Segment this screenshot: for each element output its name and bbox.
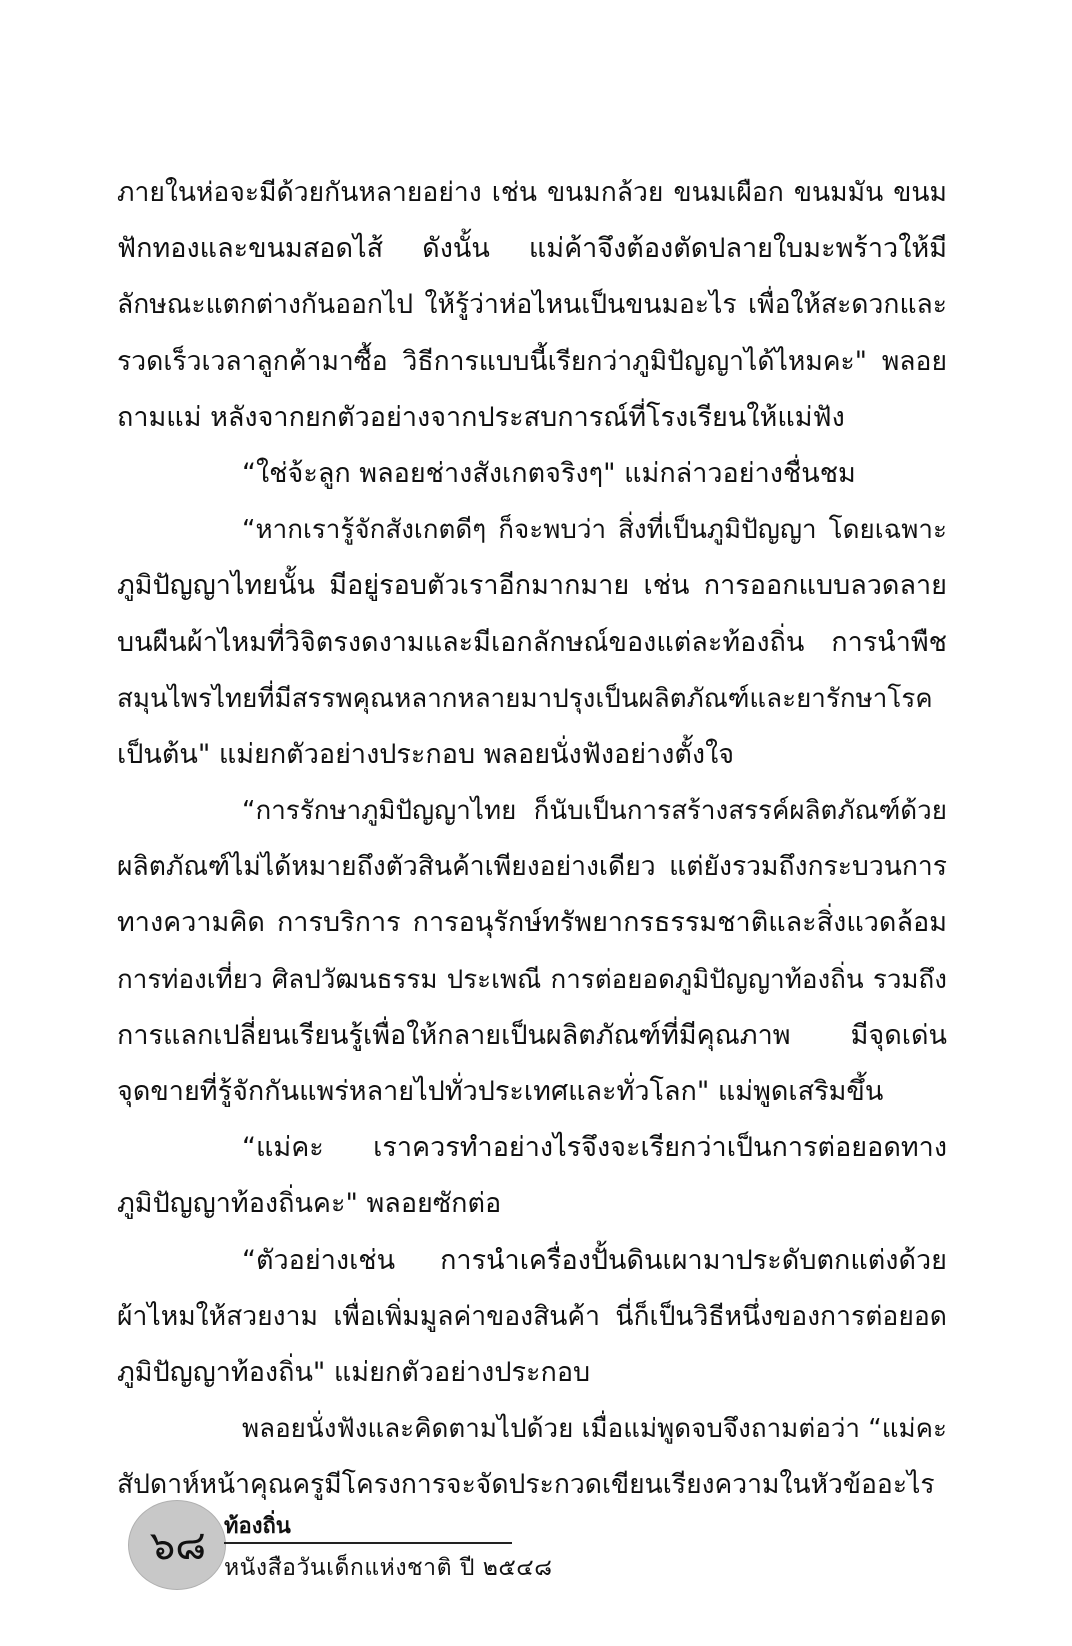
book-subtitle: หนังสือวันเด็กแห่งชาติ ปี ๒๕๔๘: [224, 1555, 553, 1581]
paragraph-line: บนผืนผ้าไหมที่วิจิตรงดงามและมีเอกลักษณ์ของแต่ละท้องถิ่น การนำพืช: [117, 626, 947, 658]
paragraph-line: ผ้าไหมให้สวยงาม เพื่อเพิ่มมูลค่าของสินค้า นี่ก็เป็นวิธีหนึ่งของการต่อยอด: [117, 1300, 947, 1332]
paragraph-line: ทางความคิด การบริการ การอนุรักษ์ทรัพยากรธรรมชาติและสิ่งแวดล้อม: [117, 907, 947, 939]
book-title: ท้องถิ่น: [224, 1513, 291, 1539]
paragraph-line: ถามแม่ หลังจากยกตัวอย่างจากประสบการณ์ที่โรงเรียนให้แม่ฟัง: [117, 401, 845, 433]
paragraph-line: ภายในห่อจะมีด้วยกันหลายอย่าง เช่น ขนมกล้วย ขนมเผือก ขนมมัน ขนม: [117, 177, 947, 208]
page-number: ๖๘: [149, 1523, 207, 1569]
paragraph-line: รวดเร็วเวลาลูกค้ามาซื้อ วิธีการแบบนี้เรียกว่าภูมิปัญญาได้ไหมคะ" พลอย: [117, 345, 947, 377]
paragraph-line: สมุนไพรไทยที่มีสรรพคุณหลากหลายมาปรุงเป็นผลิตภัณฑ์และยารักษาโรค: [117, 683, 933, 714]
page-footer: [128, 1500, 553, 1596]
paragraph-line: ภูมิปัญญาไทยนั้น มีอยู่รอบตัวเราอีกมากมาย เช่น การออกแบบลวดลาย: [117, 570, 947, 602]
paragraph-line: “การรักษาภูมิปัญญาไทย ก็นับเป็นการสร้างสรรค์ผลิตภัณฑ์ด้วย: [242, 796, 947, 827]
paragraph-line: จุดขายที่รู้จักกันแพร่หลายไปทั่วประเทศและทั่วโลก" แม่พูดเสริมขึ้น: [117, 1076, 884, 1107]
paragraph-line: “แม่คะ เราควรทำอย่างไรจึงจะเรียกว่าเป็นการต่อยอดทาง: [242, 1132, 947, 1164]
paragraph-line: ภูมิปัญญาท้องถิ่น" แม่ยกตัวอย่างประกอบ: [117, 1356, 591, 1388]
paragraph-line: พลอยนั่งฟังและคิดตามไปด้วย เมื่อแม่พูดจบจึงถามต่อว่า “แม่คะ: [242, 1414, 948, 1445]
paragraph-line: “หากเรารู้จักสังเกตดีๆ ก็จะพบว่า สิ่งที่เป็นภูมิปัญญา โดยเฉพาะ: [242, 515, 947, 546]
paragraph-line: “ตัวอย่างเช่น การนำเครื่องปั้นดินเผามาประดับตกแต่งด้วย: [242, 1244, 947, 1276]
paragraph-line: เป็นต้น" แม่ยกตัวอย่างประกอบ พลอยนั่งฟังอย่างตั้งใจ: [117, 738, 735, 770]
footer-divider: [224, 1542, 512, 1544]
paragraph-line: สัปดาห์หน้าคุณครูมีโครงการจะจัดประกวดเขียนเรียงความในหัวข้ออะไร: [117, 1469, 935, 1501]
body-text: [117, 165, 947, 1514]
paragraph-line: ผลิตภัณฑ์ไม่ได้หมายถึงตัวสินค้าเพียงอย่างเดียว แต่ยังรวมถึงกระบวนการ: [117, 851, 947, 883]
paragraph-line: ฟักทองและขนมสอดไส้ ดังนั้น แม่ค้าจึงต้องตัดปลายใบมะพร้าวให้มี: [117, 233, 947, 265]
paragraph-line: การแลกเปลี่ยนเรียนรู้เพื่อให้กลายเป็นผลิตภัณฑ์ที่มีคุณภาพ มีจุดเด่น: [117, 1019, 947, 1051]
paragraph-line: การท่องเที่ยว ศิลปวัฒนธรรม ประเพณี การต่อยอดภูมิปัญญาท้องถิ่น รวมถึง: [117, 964, 947, 995]
paragraph-line: ภูมิปัญญาท้องถิ่นคะ" พลอยซักต่อ: [117, 1188, 502, 1220]
paragraph-line: ลักษณะแตกต่างกันออกไป ให้รู้ว่าห่อไหนเป็นขนมอะไร เพื่อให้สะดวกและ: [117, 289, 947, 321]
page-number-badge: [128, 1500, 226, 1590]
paragraph-line: “ใช่จ้ะลูก พลอยช่างสังเกตจริงๆ" แม่กล่าวอย่างชื่นชม: [242, 457, 856, 489]
